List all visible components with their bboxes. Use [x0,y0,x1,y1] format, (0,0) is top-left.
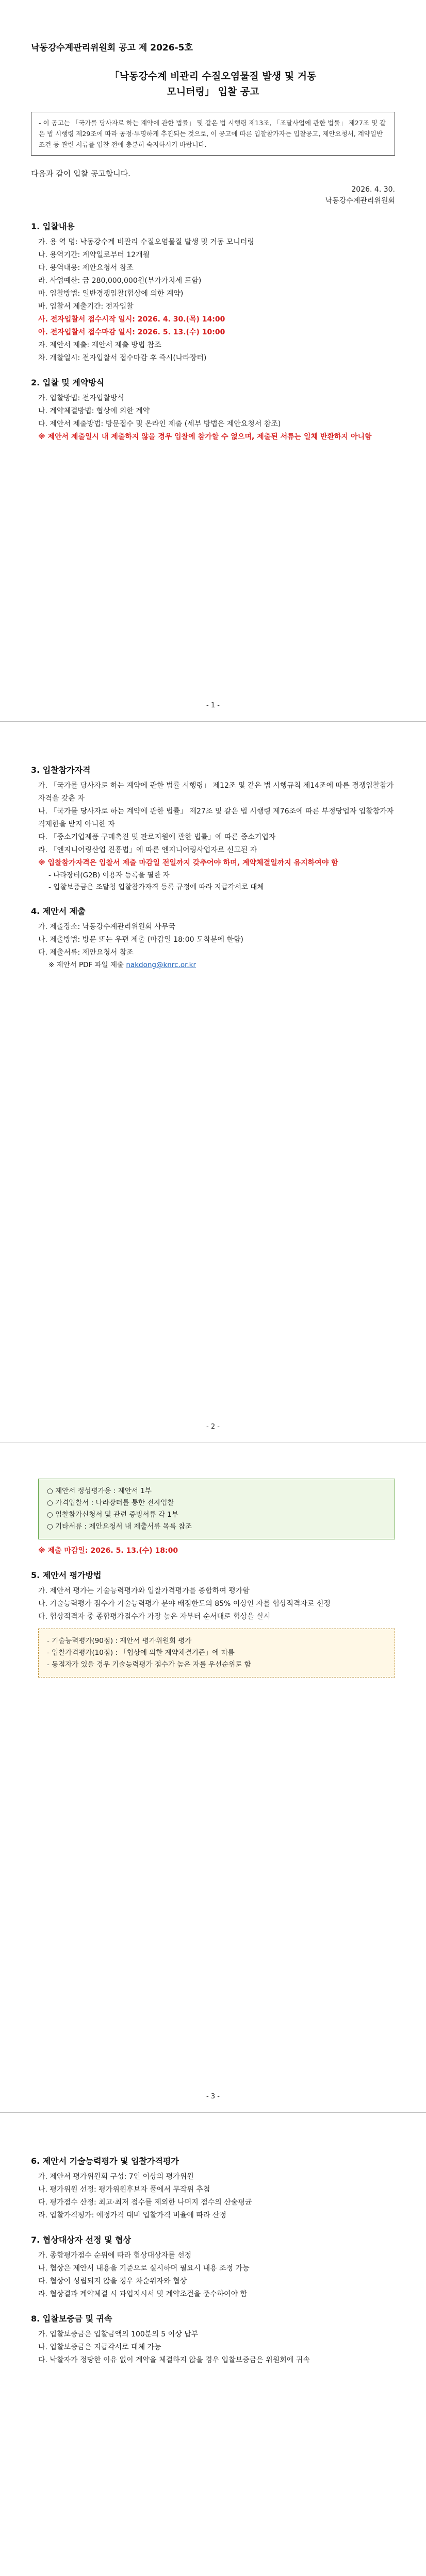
notice-date: 2026. 4. 30. [351,185,395,194]
submission-box [38,1479,395,1539]
notice-box: - 이 공고는 「국가를 당사자로 하는 계약에 관한 법률」 및 같은 법 시행령 제13조, 「조달사업에 관한 법률」 제27조 및 같은 법 시행령 제29조에 따라 공정·투명하게 추진되는 것으로, 이 공고에 따른 입찰참가자는 입찰공고, 제안요청서, 계약일반조건 등 관련 서류를 입찰 전에 충분히 숙지하시기 바랍니다. [31,112,395,156]
list-item: 마. 입찰방법: 일반경쟁입찰(협상에 의한 계약) [38,290,184,298]
list-item: 라. 「엔지니어링산업 진흥법」에 따른 엔지니어링사업자로 신고된 자 [38,846,257,854]
list-item: 라. 사업예산: 금 280,000,000원(부가가치세 포함) [38,277,202,285]
page-number: - 3 - [206,2093,220,2100]
list-item: 차. 개찰일시: 전자입찰서 접수마감 후 즉시(나라장터) [38,354,207,362]
page-number: - 1 - [206,702,220,709]
list-item: 나. 제출방법: 방문 또는 우편 제출 (마감일 18:00 도착분에 한함) [38,936,244,944]
main-title [31,69,395,99]
list-item: 라. 입찰가격평가: 예정가격 대비 입찰가격 비율에 따라 산정 [38,2211,226,2219]
red-note: ※ 입찰참가자격은 입찰서 제출 마감일 전일까지 갖추어야 하며, 계약체결일까지 유지하여야 함 [38,859,338,867]
box-line: - 동점자가 있을 경우 기술능력평가 점수가 높은 자를 우선순위로 함 [47,1660,251,1669]
section-title: 5. 제안서 평가방법 [31,1570,102,1580]
section-title: 7. 협상대상자 선정 및 협상 [31,2235,132,2245]
list-item: 나. 계약체결방법: 협상에 의한 계약 [38,407,150,415]
lead-text: 다음과 같이 입찰 공고합니다. [31,169,130,178]
list-item: 가. 입찰방법: 전자입찰방식 [38,394,124,402]
section-title: 4. 제안서 제출 [31,906,86,916]
email-line [31,959,395,971]
red-note: ※ 제안서 제출일시 내 제출하지 않을 경우 입찰에 참가할 수 없으며, 제출된 서류는 일체 반환하지 아니함 [38,433,372,441]
list-item: 가. 종합평가점수 순위에 따라 협상대상자를 선정 [38,2251,192,2260]
page-4 [0,2143,426,2367]
section-title: 3. 입찰참가자격 [31,765,91,775]
sub-item: - 나라장터(G2B) 이용자 등록을 필한 자 [48,871,170,879]
list-item: 다. 평가점수 산정: 최고·최저 점수를 제외한 나머지 점수의 산술평균 [38,2198,252,2207]
list-item: 나. 입찰보증금은 지급각서로 대체 가능 [38,2343,161,2351]
sub-item: - 입찰보증금은 조달청 입찰참가자격 등록 규정에 따라 지급각서로 대체 [48,883,264,891]
list-item: 다. 제안서 제출방법: 방문접수 및 온라인 제출 (세부 방법은 제안요청서 참조) [38,420,281,428]
list-item: 나. 「국가를 당사자로 하는 계약에 관한 법률」 제27조 및 같은 법 시행령 제76조에 따른 부정당업자 입찰참가자격제한을 받지 아니한 자 [38,807,394,828]
list-item: 라. 협상결과 계약체결 시 과업지시서 및 계약조건을 준수하여야 함 [38,2290,248,2298]
page-number: - 2 - [206,1423,220,1431]
main-title-line-2: 모니터링」 입찰 공고 [167,86,259,97]
list-item: 다. 낙찰자가 정당한 이유 없이 계약을 체결하지 않을 경우 입찰보증금은 위원회에 귀속 [38,2356,310,2364]
list-item: 자. 제안서 제출: 제안서 제출 방법 참조 [38,341,161,349]
section-title: 1. 입찰내용 [31,222,75,231]
list-item: 다. 협상적격자 중 종합평가점수가 가장 높은 자부터 순서대로 협상을 실시 [38,1613,271,1621]
page-1 [0,40,426,444]
section-title: 6. 제안서 기술능력평가 및 입찰가격평가 [31,2156,179,2166]
email-link[interactable]: nakdong@knrc.or.kr [126,961,196,969]
box-line: ○ 입찰참가신청서 및 관련 증빙서류 각 1부 [47,1511,178,1519]
main-title-line-1: 「낙동강수계 비관리 수질오염물질 발생 및 거동 [109,71,317,82]
red-note: ※ 제출 마감일: 2026. 5. 13.(수) 18:00 [38,1547,178,1555]
list-item: 바. 입찰서 제출기간: 전자입찰 [38,302,134,311]
page-2 [0,752,426,971]
notice-org: 낙동강수계관리위원회 [325,197,395,205]
list-item: 가. 제안서 평가위원회 구성: 7인 이상의 평가위원 [38,2173,194,2181]
list-item: 가. 제안서 평가는 기술능력평가와 입찰가격평가를 종합하여 평가함 [38,1587,250,1595]
list-item: 다. 용역내용: 제안요청서 참조 [38,264,134,272]
list-item: 나. 평가위원 선정: 평가위원후보자 풀에서 무작위 추첨 [38,2185,210,2194]
page-divider [0,2112,426,2113]
box-line: - 입찰가격평가(10점) : 「협상에 의한 계약체결기준」에 따름 [47,1649,235,1657]
list-item: 나. 기술능력평가 점수가 기술능력평가 분야 배점한도의 85% 이상인 자를 협상적격자로 선정 [38,1600,331,1608]
email-label: ※ 제안서 PDF 파일 제출 [48,961,124,969]
highlight-item: 사. 전자입찰서 접수시작 일시: 2026. 4. 30.(목) 14:00 [38,315,225,324]
page-divider [0,721,426,722]
list-item: 나. 용역기간: 계약일로부터 12개월 [38,251,150,259]
section-title: 2. 입찰 및 계약방식 [31,378,105,387]
box-line: ○ 기타서류 : 제안요청서 내 제출서류 목록 참조 [47,1522,192,1531]
list-item: 가. 제출장소: 낙동강수계관리위원회 사무국 [38,923,175,931]
list-item: 가. 입찰보증금은 입찰금액의 100분의 5 이상 납부 [38,2330,199,2338]
box-line: ○ 가격입찰서 : 나라장터를 통한 전자입찰 [47,1499,174,1507]
highlight-item: 아. 전자입찰서 접수마감 일시: 2026. 5. 13.(수) 10:00 [38,328,225,336]
doc-number: 낙동강수계관리위원회 공고 제 2026-5호 [31,43,193,53]
section-title: 8. 입찰보증금 및 귀속 [31,2314,112,2324]
list-item: 다. 협상이 성립되지 않을 경우 차순위자와 협상 [38,2277,187,2285]
date-org [31,184,395,207]
box-line: - 기술능력평가(90점) : 제안서 평가위원회 평가 [47,1637,192,1645]
list-item: 가. 「국가를 당사자로 하는 계약에 관한 법률 시행령」 제12조 및 같은 법 시행규칙 제14조에 따른 경쟁입찰참가자격을 갖춘 자 [38,782,394,803]
box-line: ○ 제안서 정성평가용 : 제안서 1부 [47,1487,152,1495]
list-item: 다. 「중소기업제품 구매촉진 및 판로지원에 관한 법률」에 따른 중소기업자 [38,833,276,841]
evaluation-box [38,1629,395,1677]
list-item: 가. 용 역 명: 낙동강수계 비관리 수질오염물질 발생 및 거동 모니터링 [38,238,254,246]
page-3 [0,1473,426,1683]
list-item: 다. 제출서류: 제안요청서 참조 [38,948,134,957]
list-item: 나. 협상은 제안서 내용을 기준으로 실시하며 필요시 내용 조정 가능 [38,2264,250,2273]
